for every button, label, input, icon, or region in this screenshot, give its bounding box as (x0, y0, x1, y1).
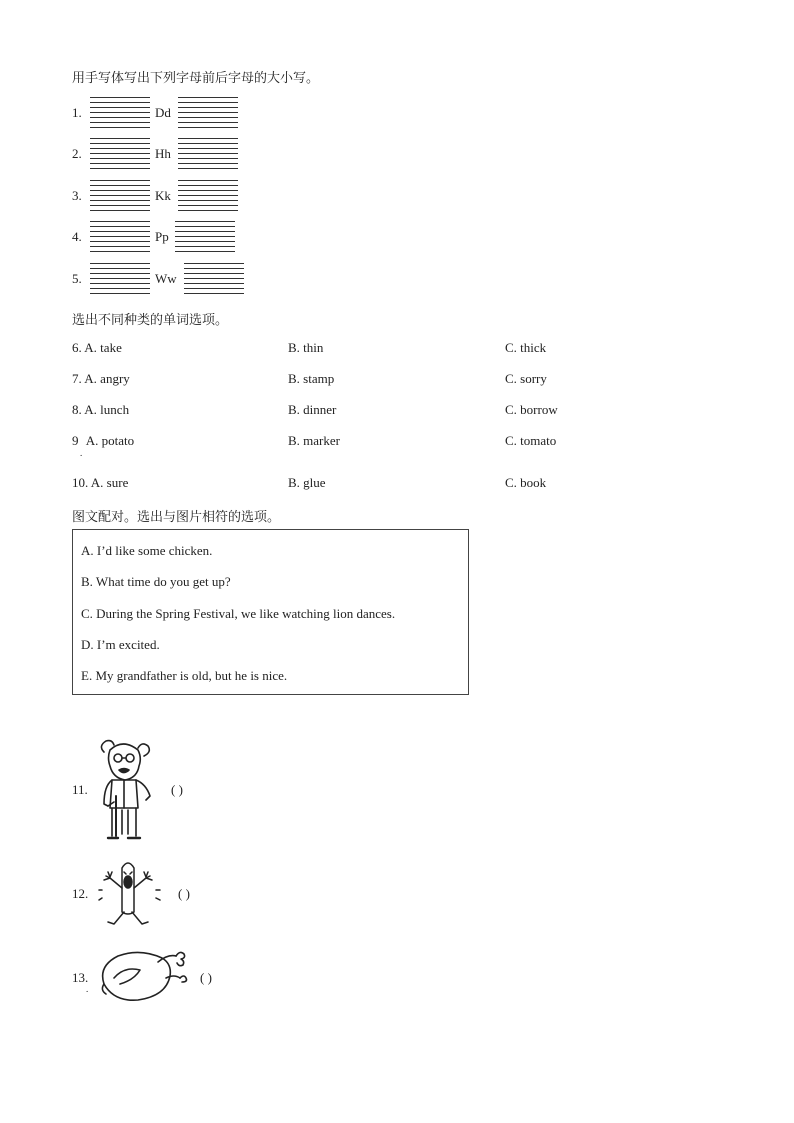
q7-option-c[interactable]: C. sorry (505, 371, 547, 386)
section2-instruction: 选出不同种类的单词选项。 (72, 313, 229, 328)
writing-lines-after-4[interactable] (175, 221, 235, 256)
letter-item-5-number: 5. (72, 271, 82, 286)
q6-option-b[interactable]: B. thin (288, 340, 324, 355)
q8-number: 8. (72, 402, 82, 417)
writing-lines-before-4[interactable] (90, 221, 150, 256)
q9-option-a[interactable]: A. potato (85, 433, 135, 448)
q10-option-a[interactable]: A. sure (90, 475, 129, 490)
letter-item-2-number: 2. (72, 146, 82, 161)
writing-lines-before-5[interactable] (90, 263, 150, 298)
q7-number: 7. (72, 371, 82, 386)
q11-number: 11. (72, 782, 88, 797)
option-e-text: E. My grandfather is old, but he is nice. (81, 668, 288, 683)
q8-option-c[interactable]: C. borrow (505, 402, 558, 417)
q8-option-b[interactable]: B. dinner (288, 402, 337, 417)
options-box (72, 529, 469, 695)
q9-option-b[interactable]: B. marker (288, 433, 340, 448)
option-a-text: A. I’d like some chicken. (81, 543, 213, 558)
letter-item-3-letters: Kk (155, 188, 171, 203)
writing-lines-after-3[interactable] (178, 180, 238, 215)
grandfather-icon (94, 738, 158, 844)
q10-option-b[interactable]: B. glue (288, 475, 326, 490)
q6-number: 6. (72, 340, 82, 355)
letter-item-5-letters: Ww (155, 271, 177, 286)
writing-lines-before-1[interactable] (90, 97, 150, 132)
letter-item-1-letters: Dd (155, 105, 171, 120)
section3-instruction: 图文配对。选出与图片相符的选项。 (72, 510, 281, 525)
letter-item-2-letters: Hh (155, 146, 171, 161)
q13-answer-blank[interactable]: ( ) (200, 970, 212, 985)
q13-number: 13. (72, 970, 89, 985)
q11-answer-blank[interactable]: ( ) (171, 782, 183, 797)
writing-lines-after-5[interactable] (184, 263, 244, 298)
q10-option-c[interactable]: C. book (505, 475, 547, 490)
q9-option-c[interactable]: C. tomato (505, 433, 557, 448)
roast-chicken-icon (96, 948, 190, 1006)
q10-row (72, 475, 128, 491)
writing-lines-after-2[interactable] (178, 138, 238, 173)
excited-person-icon (98, 858, 164, 932)
q12-number: 12. (72, 886, 89, 901)
writing-lines-after-1[interactable] (178, 97, 238, 132)
q7-option-b[interactable]: B. stamp (288, 371, 335, 386)
option-b-text: B. What time do you get up? (81, 574, 231, 589)
q8-option-a[interactable]: A. lunch (84, 402, 130, 417)
option-d-text: D. I’m excited. (81, 637, 160, 652)
q10-number: 10. (72, 475, 89, 490)
q6-option-a[interactable]: A. take (84, 340, 122, 355)
q7-option-a[interactable]: A. angry (84, 371, 130, 386)
writing-lines-before-3[interactable] (90, 180, 150, 215)
q9-dot: . (80, 448, 83, 458)
q9-row (72, 433, 134, 449)
q12-answer-blank[interactable]: ( ) (178, 886, 190, 901)
option-c-text: C. During the Spring Festival, we like watching lion dances. (81, 606, 396, 621)
letter-item-1-number: 1. (72, 105, 82, 120)
q13-dot: . (86, 984, 89, 994)
q9-number: 9 (72, 433, 79, 448)
q6-row (72, 340, 122, 356)
letter-item-4-number: 4. (72, 229, 82, 244)
letter-item-4-letters: Pp (155, 229, 169, 244)
q8-row (72, 402, 129, 418)
letter-item-3-number: 3. (72, 188, 82, 203)
writing-lines-before-2[interactable] (90, 138, 150, 173)
q7-row (72, 371, 130, 387)
q6-option-c[interactable]: C. thick (505, 340, 547, 355)
section1-instruction: 用手写体写出下列字母前后字母的大小写。 (72, 71, 320, 86)
